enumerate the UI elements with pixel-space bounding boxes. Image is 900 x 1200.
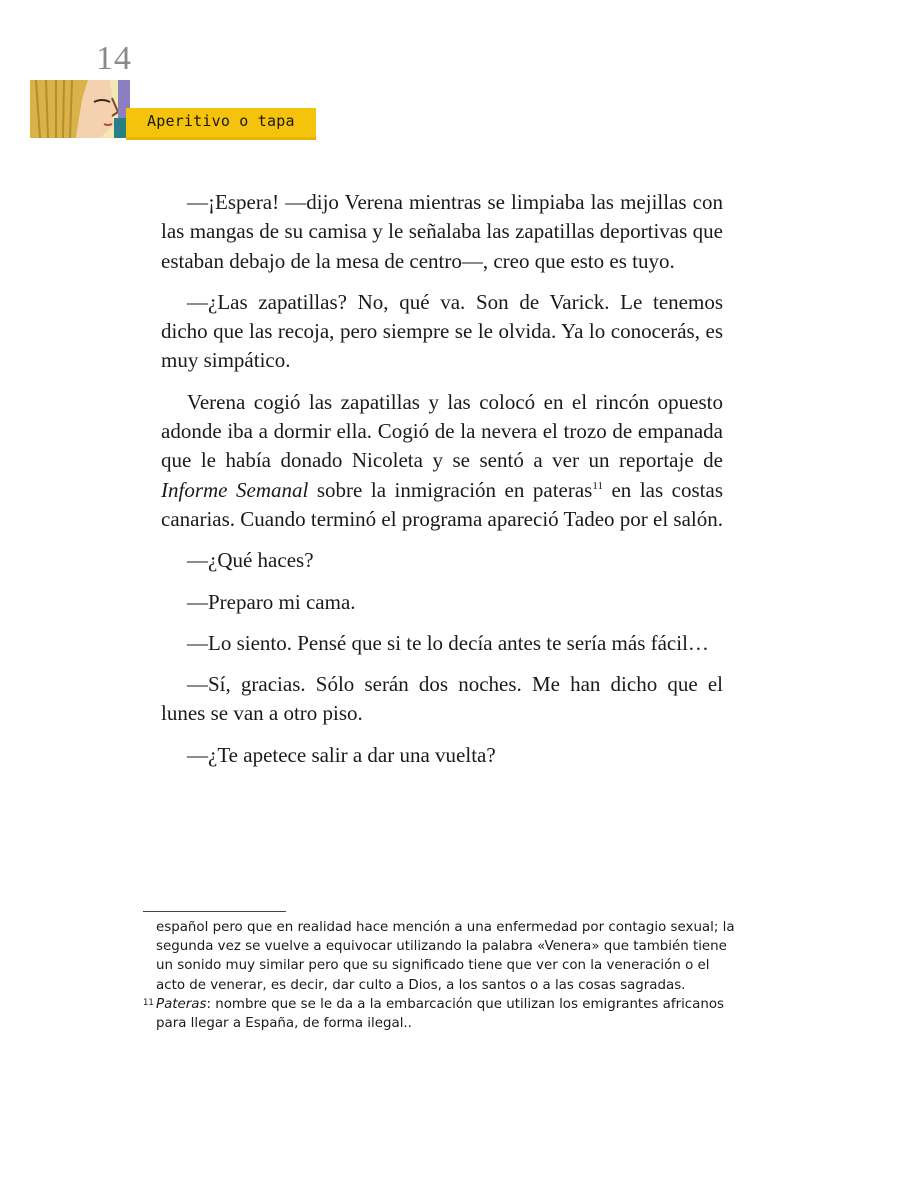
paragraph-5: —Preparo mi cama. (187, 589, 356, 614)
footnote-text: : nombre que se le da a la embarcación que utilizan los emigrantes africanos para llegar a España, de forma ilegal.. (156, 996, 725, 1032)
paragraph-2: —¿Las zapatillas? No, qué va. Son de Varick. Le tenemos dicho que las recoja, pero siempre se le olvida. Ya lo conocerás, es muy simpático. (161, 289, 723, 373)
footnote-ref-11[interactable]: 11 (592, 479, 603, 492)
paragraph-1: —¡Espera! —dijo Verena mientras se limpiaba las mejillas con las mangas de su camisa y le señalaba las zapatillas deportivas que estaban debajo de la mesa de centro—, creo que esto es tuyo. (161, 190, 723, 273)
paragraph-6: —Lo siento. Pensé que si te lo decía antes te sería más fácil… (187, 630, 709, 655)
page-number: 14 (96, 40, 132, 77)
paragraph-7: —Sí, gracias. Sólo serán dos noches. Me han dicho que el lunes se van a otro piso. (161, 672, 723, 726)
section-title: Aperitivo o tapa (147, 112, 295, 130)
footnote-term: Pateras (156, 996, 207, 1012)
footnote-continued: español pero que en realidad hace mención a una enfermedad por contagio sexual; la segunda vez se vuelve a equivocar utilizando la palabra «Venera» que también tiene un sonido muy similar pero que su significado tiene que ver con la veneración o el acto de venerar, es decir, dar culto a Dios, a los santos o a las cosas sagradas. (156, 920, 735, 993)
program-title: Informe Semanal (161, 477, 309, 502)
footnote-marker: 11 (143, 997, 154, 1008)
paragraph-8: —¿Te apetece salir a dar una vuelta? (187, 742, 496, 767)
paragraph-3-middle: sobre la inmigración en pateras (308, 477, 593, 502)
paragraph-3-after: en las costas canarias. Cuando terminó el programa apareció Tadeo por el salón. (161, 477, 724, 531)
paragraph-4: —¿Qué haces? (187, 548, 314, 573)
header-illustration (30, 80, 130, 138)
footnote-divider (143, 911, 286, 912)
footnotes (143, 918, 738, 1033)
paragraph-3-before: Verena cogió las zapatillas y las colocó en el rincón opuesto adonde iba a dormir ella. Cogió de la nevera el trozo de empanada que le había donado Nicoleta y se sentó a ver un reportaje de (161, 389, 723, 473)
paragraph-3 (161, 388, 723, 534)
footnote-11 (143, 995, 738, 1033)
body-text (161, 188, 723, 782)
